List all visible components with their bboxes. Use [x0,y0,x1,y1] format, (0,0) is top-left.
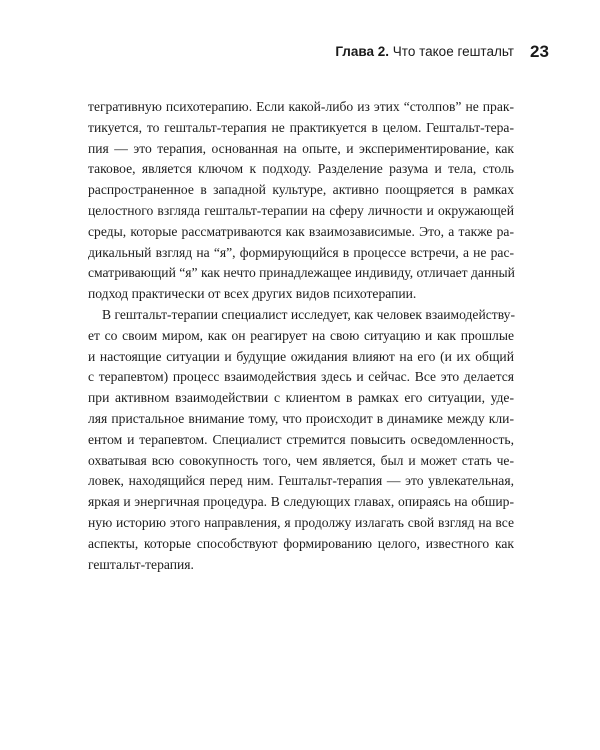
running-head [335,42,549,61]
text-line: гештальт-терапия. [88,556,194,572]
text-line: целостного взгляда гештальт-терапии на сферу личности и окружающей [88,202,514,218]
text-line: среды, которые рассматриваются как взаимозависимые. Это, а также ра- [88,223,514,239]
text-line: таковое, является ключом к подходу. Разделение разума и тела, столь [88,161,514,177]
chapter-title: Что такое гештальт [392,44,514,59]
text-line: яркая и энергичная процедура. В следующих главах, опираясь на обшир- [88,494,514,510]
text-line: и настоящие ситуации и будущие ожидания влияют на его (и их общий [88,348,514,364]
text-line: ную историю этого направления, я продолжу излагать свой взгляд на все [88,514,514,530]
page-number: 23 [530,42,549,61]
text-line: тегративную психотерапию. Если какой-либо из этих “столпов” не прак- [88,99,514,114]
text-line: дикальный взгляд на “я”, формирующийся в процессе встречи, а не рас- [88,244,514,260]
text-line: распространенное в западной культуре, активно поощряется в рамках [88,182,514,198]
text-line: пия — это терапия, основанная на опыте, и экспериментирование, как [88,140,514,156]
text-line: ляя пристальное внимание тому, что происходит в динамике между кли- [88,410,514,426]
text-line: ентом и терапевтом. Специалист стремится повысить осведомленность, [88,431,514,447]
text-line: тикуется, то гештальт-терапия не практикуется в целом. Гештальт-тера- [88,119,514,135]
text-line: ет со своим миром, как он реагирует на свою ситуацию и как прошлые [88,327,514,343]
text-line: В гештальт-терапии специалист исследует, как человек взаимодейству- [102,306,515,322]
chapter-label: Глава 2. [335,44,390,59]
text-line: аспекты, которые способствуют формированию целого, известного как [88,535,514,551]
text-line: ловек, находящийся перед ним. Гештальт-терапия — это увлекательная, [88,473,514,489]
body-text [88,97,514,575]
paragraph-1 [88,97,514,305]
text-line: сматривающий “я” как нечто принадлежащее индивиду, отличает данный [88,265,515,281]
text-line: охватывая всю совокупность того, чем является, был и может стать че- [88,452,514,468]
text-line: подход практически от всех других видов психотерапии. [88,286,417,302]
paragraph-2 [88,305,514,575]
text-line: с терапевтом) процесс взаимодействия здесь и сейчас. Все это делается [88,369,514,385]
text-line: при активном взаимодействии с клиентом в рамках его ситуации, уде- [88,390,514,406]
